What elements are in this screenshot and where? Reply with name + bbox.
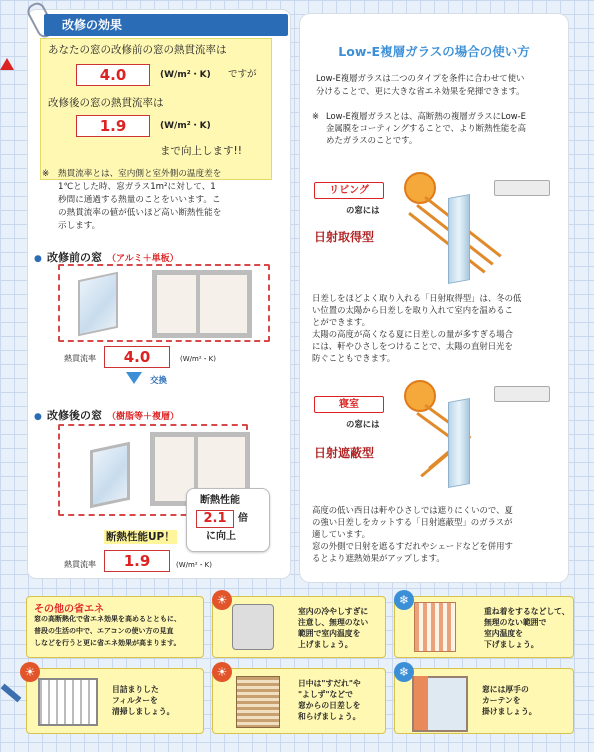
card-ac-1: 室内の冷やしすぎに — [298, 607, 369, 616]
improve-text: まで向上します!! — [160, 145, 242, 157]
card-blind-4: 和らげましょう。 — [298, 712, 361, 721]
desc1-line-1: 日差しをほどよく取り入れる「日射取得型」は、冬の低 — [312, 293, 522, 303]
note-line-1: 熱貫流率とは、室内側と室外側の温度差を — [58, 169, 222, 179]
card-curtain-2: カーテンを — [482, 696, 521, 705]
other-text-1: 窓の高断熱化で省エネ効果を高めるとともに、 — [34, 615, 181, 623]
unit-label-2: (W/m²・K) — [160, 121, 211, 131]
before-value-small: 4.0 — [104, 346, 170, 368]
after-value: 1.9 — [76, 115, 150, 137]
multiplier-value: 2.1 — [196, 510, 234, 528]
card-curtain-3: 掛けましょう。 — [482, 707, 537, 716]
card-ac-4: 上げましょう。 — [298, 640, 353, 649]
before-value: 4.0 — [76, 64, 150, 86]
filter-icon — [38, 678, 98, 726]
sudare-blind-icon — [236, 676, 280, 728]
note-line-5: 示します。 — [58, 221, 101, 231]
intro-line-1: Low-E複層ガラスは二つのタイプを条件に合わせて使い — [316, 73, 525, 83]
right-note-2: 金属膜をコーティングすることで、より断熱性能を高 — [326, 123, 526, 133]
exchange-label: 交換 — [150, 376, 168, 386]
desc1-line-2: い位置の太陽から日差しを取り入れて室内を温めるこ — [312, 305, 513, 315]
aluminum-window-icon — [152, 270, 252, 338]
card-clothes-4: 下げましょう。 — [484, 640, 539, 649]
card-clothes-3: 室内温度を — [484, 629, 523, 638]
air-conditioner-icon-2 — [494, 386, 550, 402]
card-filter-3: 清掃しましょう。 — [112, 707, 175, 716]
after-heading-row — [34, 404, 179, 423]
desc2-line-3: 適しています。 — [312, 529, 370, 539]
desc1-line-3: とができます。 — [312, 317, 370, 327]
card-ac-3: 範囲で室内温度を — [298, 629, 361, 638]
type-label-shield: 日射遮蔽型 — [314, 446, 375, 460]
low-e-glass-icon-2 — [448, 398, 470, 488]
performance-label: 断熱性能 — [200, 495, 240, 506]
small-unit-before: (W/m²・K) — [180, 355, 216, 363]
after-line: 改修後の窓の熱貫流率は — [48, 97, 164, 109]
note-line-3: 秒間に通過する熱量のことをいいます。こ — [58, 195, 221, 205]
snow-badge-icon-2: ❄ — [394, 662, 414, 682]
right-note-1: Low-E複層ガラスとは、高断熱の複層ガラスにLow-E — [326, 111, 526, 121]
desc1-line-6: 防ぐこともできます。 — [312, 353, 396, 363]
desc1-line-4: 太陽の高度が高くなる夏に日差しの量が多すぎる場合 — [312, 329, 513, 339]
jacket-icon — [414, 602, 456, 652]
unit-label: (W/m²・K) — [160, 70, 211, 80]
remote-control-icon — [232, 604, 274, 650]
after-heading: 改修後の窓 — [46, 409, 102, 422]
up-label: 断熱性能UP！ — [106, 531, 175, 543]
window-of-1: の窓には — [346, 205, 380, 215]
single-glass-icon — [78, 272, 118, 337]
note-line-4: の熱貫流率の値が低いほど高い断熱性能を — [58, 208, 222, 218]
uvalue-label-after: 熱貫流率 — [64, 560, 96, 569]
small-unit-after: (W/m²・K) — [176, 561, 212, 569]
card-ac-2: 注意し、無理のない — [298, 618, 369, 627]
right-title: Low-E複層ガラスの場合の使い方 — [338, 44, 530, 59]
sun-badge-icon-3: ☀ — [212, 662, 232, 682]
air-conditioner-icon — [494, 180, 550, 196]
card-clothes-2: 無理のない範囲で — [484, 618, 547, 627]
bullet-icon-2: ● — [34, 412, 42, 422]
desc2-line-2: の強い日差しをカットする「日射遮蔽型」のガラスが — [312, 517, 513, 527]
uvalue-label-before: 熱貫流率 — [64, 354, 96, 363]
bai-label: 倍 — [238, 513, 248, 524]
intro-line-2: 分けることで、更に大きな省エネ効果を発揮できます。 — [316, 86, 525, 96]
section-title: 改修の効果 — [44, 14, 288, 36]
bullet-icon: ● — [34, 254, 42, 264]
desc2-line-1: 高度の低い西日は軒やひさしでは遮りにくいので、夏 — [312, 505, 513, 515]
sun-badge-icon: ☀ — [212, 590, 232, 610]
card-blind-2: "よしず"などで — [298, 690, 353, 699]
window-of-2: の窓には — [346, 419, 380, 429]
card-clothes-1: 重ね着をするなどして、 — [484, 607, 570, 616]
other-text-3: しなどを行うと更に省エネ効果が高まります。 — [34, 639, 181, 647]
other-text-2: 普段の生活の中で、エアコンの使い方の見直 — [34, 627, 174, 635]
card-filter-2: フィルターを — [112, 696, 158, 705]
low-e-glass-icon — [448, 194, 470, 284]
note-mark: ※ — [42, 169, 50, 179]
card-curtain-1: 窓には厚手の — [482, 685, 529, 694]
room-badge-bedroom: 寝室 — [314, 396, 384, 413]
before-line: あなたの窓の改修前の窓の熱貫流率は — [48, 44, 227, 56]
desc2-line-5: るとより遮熱効果がアップします。 — [312, 553, 445, 563]
warning-triangle-icon — [0, 58, 14, 70]
snow-badge-icon: ❄ — [394, 590, 414, 610]
arrow-down-icon — [126, 372, 142, 384]
before-type: （アルミ＋単板） — [107, 254, 179, 264]
desc2-line-4: 窓の外側で日射を遮るすだれやシェードなどを併用す — [312, 541, 513, 551]
koujou-label: に向上 — [206, 531, 236, 542]
note-line-2: 1℃とした時、窓ガラス1m²に対して、1 — [58, 182, 216, 192]
sun-badge-icon-2: ☀ — [20, 662, 40, 682]
card-blind-3: 窓からの日差しを — [298, 701, 361, 710]
before-heading-row — [34, 246, 179, 265]
card-filter-1: 目詰まりした — [112, 685, 159, 694]
other-title: その他の省エネ — [34, 604, 104, 615]
pencil-icon — [1, 684, 22, 703]
right-note-mark: ※ — [312, 111, 320, 121]
right-note-3: めたガラスのことです。 — [326, 135, 418, 145]
room-badge-living: リビング — [314, 182, 384, 199]
after-type: （樹脂等＋複層） — [107, 412, 180, 422]
desc1-line-5: には、軒やひさしをつけることで、太陽の直射日光を — [312, 341, 513, 351]
after-value-small: 1.9 — [104, 550, 170, 572]
double-glass-icon — [90, 442, 130, 509]
before-heading: 改修前の窓 — [46, 251, 102, 264]
card-blind-1: 日中は"すだれ"や — [298, 679, 361, 688]
type-label-acquire: 日射取得型 — [314, 230, 375, 244]
desu-ga: ですが — [228, 69, 257, 80]
